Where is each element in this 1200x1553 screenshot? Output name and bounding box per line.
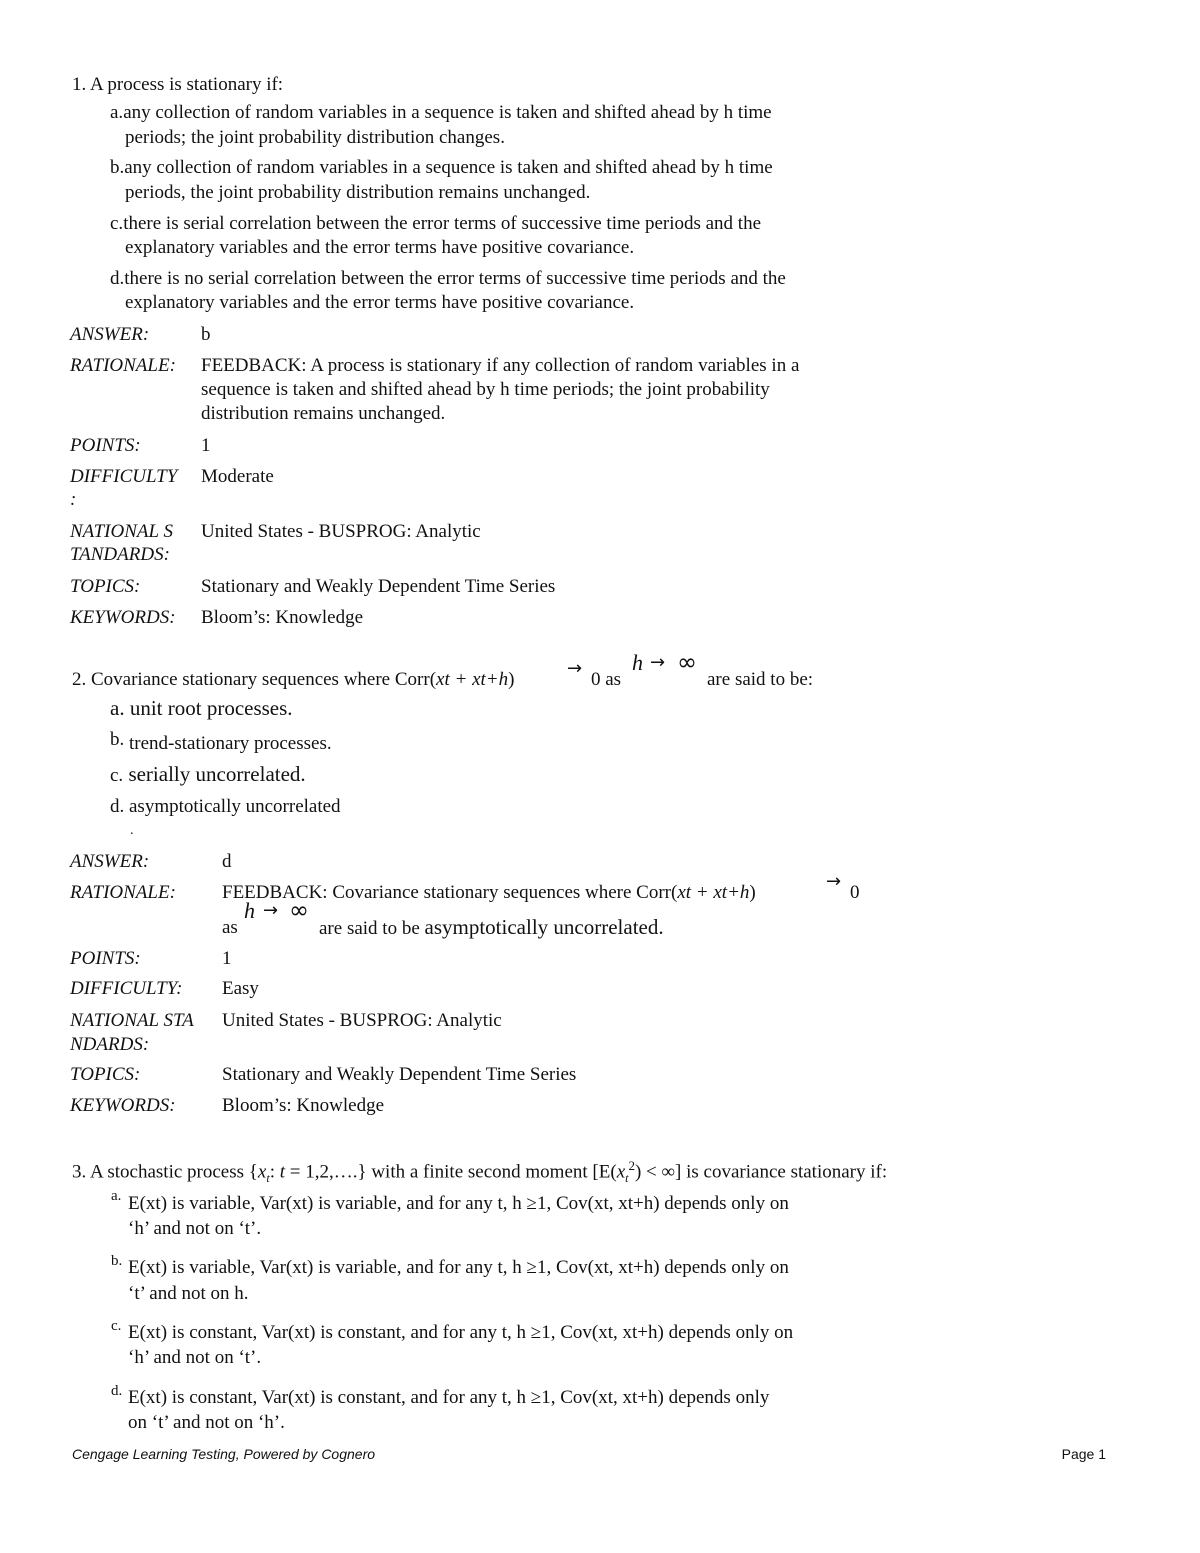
q1-option-b-line2: periods, the joint probability distribution remains unchanged.: [125, 182, 591, 203]
q3-stem: [72, 1153, 887, 1191]
q3-var-t: t: [279, 1161, 285, 1183]
q3-option-c-label: c.: [111, 1318, 122, 1334]
arrow-icon: →: [567, 658, 583, 679]
q3-option-a-line2: ‘h’ and not on ‘t’.: [128, 1218, 262, 1239]
q1-option-d: [110, 266, 786, 291]
q2-option-a: [110, 696, 293, 721]
rationale-text: FEEDBACK: Covariance stationary sequences where Corr(: [222, 882, 678, 903]
q1-topics: Stationary and Weakly Dependent Time Series: [201, 576, 556, 597]
q3-option-c-line2: ‘h’ and not on ‘t’.: [128, 1347, 262, 1368]
q3-colon: :: [269, 1161, 280, 1183]
q1-rationale-label: RATIONALE:: [70, 355, 176, 376]
q2-keywords-label: KEYWORDS:: [70, 1095, 176, 1116]
q1-topics-label: TOPICS:: [70, 576, 141, 597]
q1-option-a: [110, 100, 772, 125]
q3-stem-end: ) < ∞] is covariance stationary if:: [634, 1161, 888, 1183]
q1-stem: 1. A process is stationary if:: [72, 74, 284, 95]
rationale-close: ): [749, 882, 756, 903]
option-label: b.: [110, 157, 125, 178]
q3-option-d-line2: on ‘t’ and not on ‘h’.: [128, 1412, 285, 1433]
q1-national: United States - BUSPROG: Analytic: [201, 521, 481, 542]
q2-topics-label: TOPICS:: [70, 1064, 141, 1085]
q3-var-x: x: [257, 1161, 267, 1183]
q2-points-label: POINTS:: [70, 948, 141, 969]
option-text: asymptotically uncorrelated: [129, 796, 341, 817]
q3-sub-t: t: [266, 1171, 270, 1186]
option-label: b.: [110, 729, 125, 750]
q1-national-label-cont: TANDARDS:: [70, 544, 170, 565]
q3-option-a-label: a.: [111, 1188, 122, 1204]
q2-keywords: Bloom’s: Knowledge: [222, 1095, 385, 1116]
h-symbol: h: [244, 898, 255, 923]
q3-stem-mid: = 1,2,….} with a finite second moment [E(: [285, 1161, 617, 1183]
q1-difficulty-label: DIFFICULTY: [70, 466, 178, 487]
option-text-line1: any collection of random variables in a sequence is taken and shifted ahead by h time: [124, 157, 773, 178]
q2-difficulty: Easy: [222, 978, 259, 999]
arrow-icon: →: [263, 900, 279, 921]
q2-stem-end: are said to be:: [707, 669, 814, 690]
option-label: a.: [110, 696, 125, 720]
q2-stem-text: 2. Covariance stationary sequences where Corr(: [72, 669, 437, 690]
q3-option-d-label: d.: [111, 1383, 123, 1399]
q1-keywords-label: KEYWORDS:: [70, 607, 176, 628]
q3-option-a-line1: E(xt) is variable, Var(xt) is variable, and for any t, h ≥1, Cov(xt, xt+h) depends only on: [128, 1193, 789, 1214]
q1-option-d-line2: explanatory variables and the error terms have positive covariance.: [125, 292, 635, 313]
arrow-icon: →: [650, 652, 666, 673]
q2-stem-zero-as: 0 as: [591, 669, 622, 690]
footer-page-number: Page 1: [1061, 1446, 1106, 1462]
q2-answer: d: [222, 851, 232, 872]
q3-var-x2: x: [616, 1161, 626, 1183]
q3-stem-text: 3. A stochastic process {: [72, 1161, 258, 1183]
q2-national-label: NATIONAL STA: [70, 1010, 194, 1031]
option-text: serially uncorrelated.: [128, 762, 306, 786]
q1-rationale-line2: sequence is taken and shifted ahead by h time periods; the joint probability: [201, 379, 770, 400]
q2-stem-corr-args: xt + xt+h: [436, 669, 509, 690]
option-text-line1: there is no serial correlation between the error terms of successive time periods and the: [124, 268, 786, 289]
option-label: c.: [110, 765, 124, 786]
option-text: unit root processes.: [129, 696, 293, 720]
q2-national: United States - BUSPROG: Analytic: [222, 1010, 502, 1031]
rationale-conclusion: asymptotically uncorrelated.: [424, 915, 664, 939]
q2-stem: [72, 667, 514, 692]
arrow-icon: →: [826, 871, 842, 892]
q1-answer: b: [201, 324, 211, 345]
q2-rationale-line2: [319, 915, 664, 941]
h-symbol: h: [632, 650, 643, 675]
q1-option-c-line2: explanatory variables and the error terms have positive covariance.: [125, 237, 635, 258]
q3-option-d-line1: E(xt) is constant, Var(xt) is constant, and for any t, h ≥1, Cov(xt, xt+h) depends only: [128, 1387, 770, 1408]
q3-option-b-line1: E(xt) is variable, Var(xt) is variable, and for any t, h ≥1, Cov(xt, xt+h) depends only on: [128, 1257, 789, 1278]
q2-option-d: [110, 794, 341, 819]
option-label: d.: [110, 268, 125, 289]
q2-national-label-cont: NDARDS:: [70, 1034, 150, 1055]
q1-option-a-line2: periods; the joint probability distribution changes.: [125, 127, 505, 148]
q1-rationale-line1: FEEDBACK: A process is stationary if any collection of random variables in a: [201, 355, 800, 376]
option-label: c.: [110, 213, 124, 234]
q3-option-c-line1: E(xt) is constant, Var(xt) is constant, and for any t, h ≥1, Cov(xt, xt+h) depends only on: [128, 1322, 794, 1343]
q2-answer-label: ANSWER:: [70, 851, 150, 872]
infinity-icon: ∞: [289, 896, 309, 924]
option-text-line1: there is serial correlation between the error terms of successive time periods and the: [123, 213, 762, 234]
q2-option-b: [110, 731, 332, 756]
q3-sup-2: 2: [628, 1158, 635, 1173]
q3-option-b-label: b.: [111, 1253, 123, 1269]
q3-sub-t2: t: [625, 1171, 629, 1186]
q2-points: 1: [222, 948, 232, 969]
rationale-corr-args: xt + xt+h: [677, 882, 750, 903]
q1-points-label: POINTS:: [70, 435, 141, 456]
q1-difficulty-label-cont: :: [70, 489, 77, 510]
q1-points: 1: [201, 435, 211, 456]
q2-option-c: [110, 762, 306, 788]
q2-difficulty-label: DIFFICULTY:: [70, 978, 183, 999]
q3-option-b-line2: ‘t’ and not on h.: [128, 1283, 249, 1304]
option-label: d.: [110, 796, 125, 817]
infinity-icon: ∞: [677, 648, 697, 676]
rationale-text: are said to be: [319, 918, 420, 939]
option-label: a.: [110, 102, 124, 123]
q1-national-label: NATIONAL S: [70, 521, 173, 542]
q1-option-b: [110, 155, 773, 180]
q2-stray-dot: .: [130, 823, 134, 838]
q1-keywords: Bloom’s: Knowledge: [201, 607, 364, 628]
option-text: trend-stationary processes.: [129, 733, 332, 754]
q1-difficulty: Moderate: [201, 466, 274, 487]
footer-publisher: Cengage Learning Testing, Powered by Cognero: [72, 1446, 376, 1462]
q2-rationale-label: RATIONALE:: [70, 882, 176, 903]
q1-answer-label: ANSWER:: [70, 324, 150, 345]
q1-rationale-line3: distribution remains unchanged.: [201, 403, 446, 424]
q2-stem-close: ): [508, 669, 515, 690]
q2-rationale-as: as: [222, 917, 238, 938]
q1-option-c: [110, 211, 761, 236]
option-text-line1: any collection of random variables in a sequence is taken and shifted ahead by h time: [123, 102, 772, 123]
q2-rationale-zero: 0: [850, 882, 860, 903]
q2-topics: Stationary and Weakly Dependent Time Series: [222, 1064, 577, 1085]
